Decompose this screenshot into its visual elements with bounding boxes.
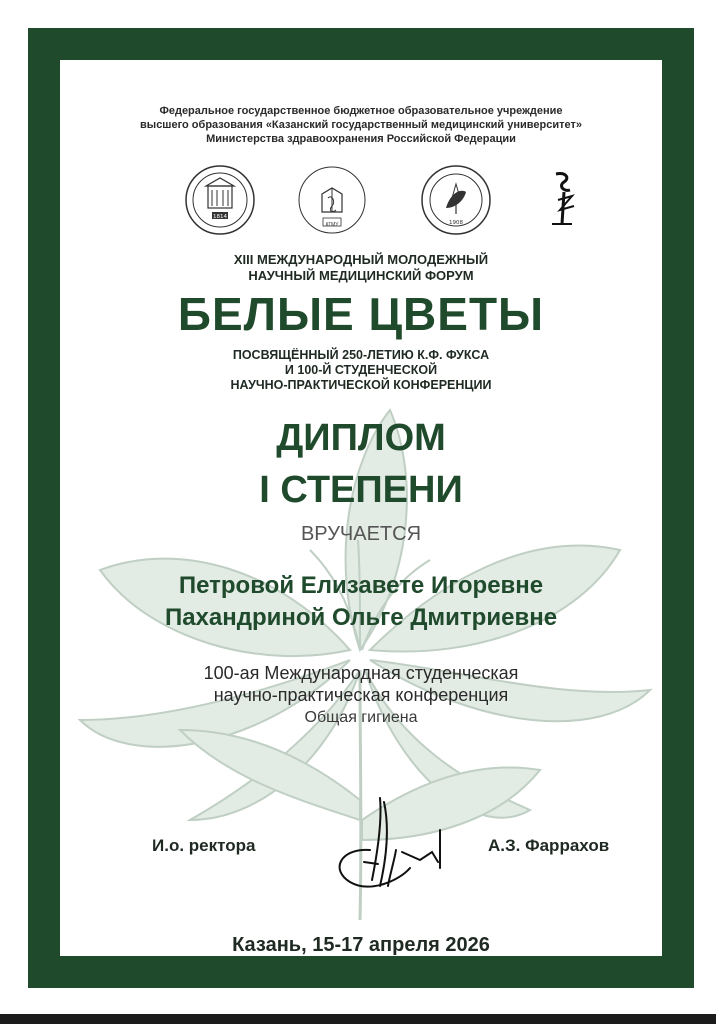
certificate-content xyxy=(60,60,662,956)
recipient-list xyxy=(60,570,662,634)
diploma-title: ДИПЛОМ xyxy=(276,417,446,459)
forum-line-1: XIII МЕЖДУНАРОДНЫЙ МОЛОДЕЖНЫЙ xyxy=(233,252,489,267)
recipient-name: Петровой Елизавете Игоревне xyxy=(178,572,544,599)
diploma-degree: I СТЕПЕНИ xyxy=(259,469,463,511)
conference-line-1: 100-ая Международная студенческая xyxy=(203,663,519,683)
conference-section: Общая гигиена xyxy=(304,709,418,726)
certificate-frame xyxy=(28,28,694,988)
certificate-body xyxy=(60,60,662,956)
forum-line-2: НАУЧНЫЙ МЕДИЦИНСКИЙ ФОРУМ xyxy=(248,268,474,283)
organization-line-3: Министерства здравоохранения Российской Федерации xyxy=(206,133,516,145)
profkom-logo-icon xyxy=(530,164,602,236)
organization-header xyxy=(60,104,662,146)
forum-heading xyxy=(60,252,662,284)
signature-icon xyxy=(320,790,450,900)
organization-line-1: Федеральное государственное бюджетное образовательное учреждение xyxy=(159,105,563,117)
university-seal-icon xyxy=(184,164,256,236)
conference-name xyxy=(60,662,662,706)
bottom-edge xyxy=(0,1014,716,1024)
dedication-line-1: ПОСВЯЩЁННЫЙ 250-ЛЕТИЮ К.Ф. ФУКСА xyxy=(232,348,490,362)
dedication-line-2: И 100-Й СТУДЕНЧЕСКОЙ xyxy=(284,363,438,377)
dedication-line-3: НАУЧНО-ПРАКТИЧЕСКОЙ КОНФЕРЕНЦИИ xyxy=(230,378,492,392)
logo2-subtext: КГМУ xyxy=(325,222,339,228)
signatory-position: И.о. ректора xyxy=(152,836,256,855)
organization-line-2: высшего образования «Казанский государственный медицинский университет» xyxy=(140,119,582,131)
conference-line-2: научно-практическая конференция xyxy=(213,685,509,705)
student-society-seal-icon xyxy=(420,164,492,236)
awarded-label: ВРУЧАЕТСЯ xyxy=(300,523,422,545)
logo1-year: 1814 xyxy=(213,214,227,220)
signatory-name: А.З. Фаррахов xyxy=(488,836,610,855)
city-and-date: Казань, 15-17 апреля 2026 xyxy=(232,934,490,956)
logo3-year: 1908 xyxy=(449,220,463,226)
young-scientists-icon xyxy=(296,164,368,236)
logo-row xyxy=(60,164,662,240)
event-title: БЕЛЫЕ ЦВЕТЫ xyxy=(177,288,545,340)
recipient-name: Пахандриной Ольге Дмитриевне xyxy=(164,604,558,631)
dedication xyxy=(60,348,662,393)
